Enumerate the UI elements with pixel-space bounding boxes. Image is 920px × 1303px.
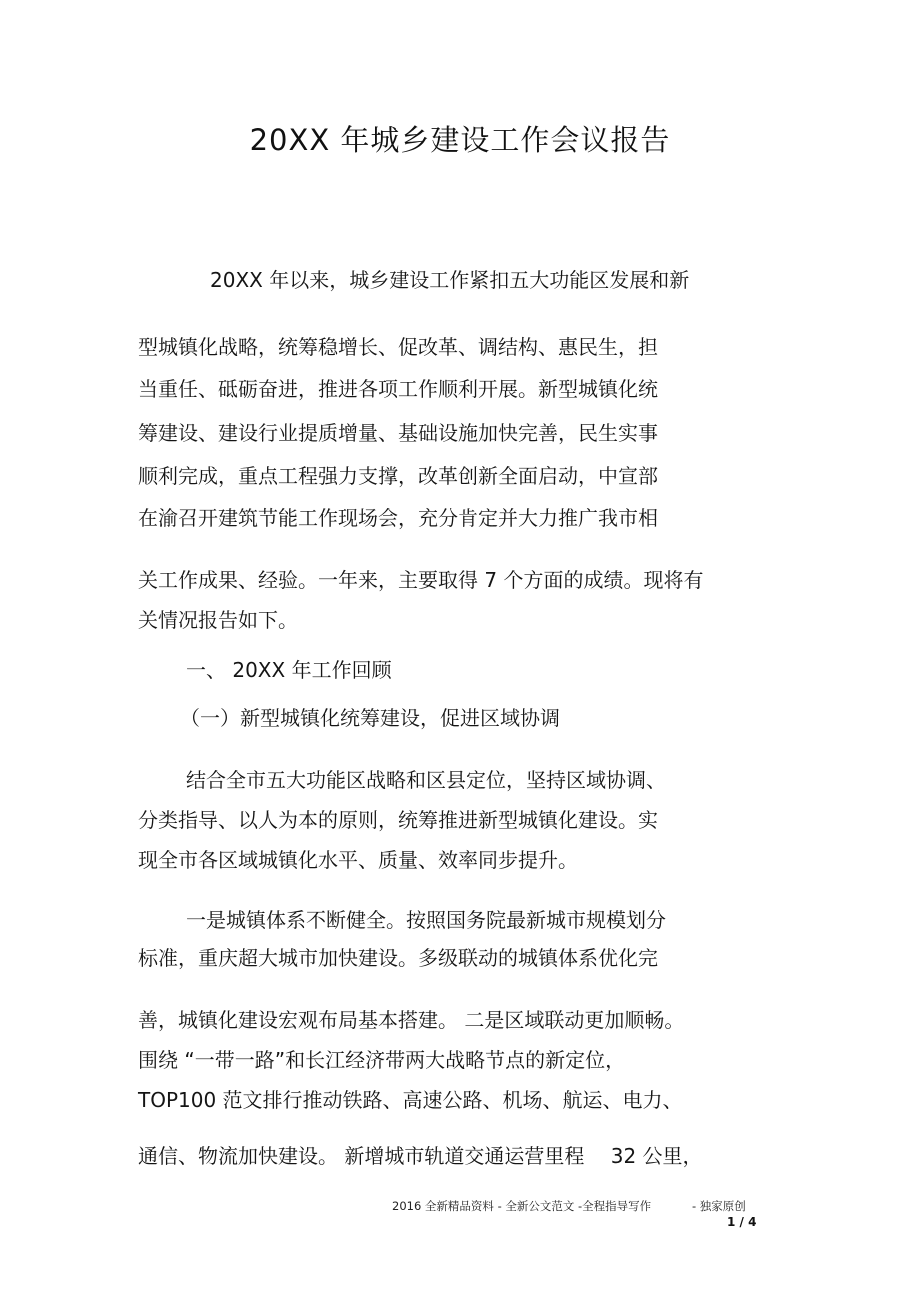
paragraph-line: 现全市各区域城镇化水平、质量、效率同步提升。: [138, 848, 578, 872]
paragraph-line: 20XX 年以来，城乡建设工作紧扣五大功能区发展和新: [210, 268, 690, 292]
paragraph-line: 关工作成果、经验。一年来，主要取得 7 个方面的成绩。现将有: [138, 568, 704, 592]
footer-tag: - 独家原创: [692, 1199, 746, 1213]
paragraph-line: 顺利完成，重点工程强力支撑，改革创新全面启动，中宣部: [138, 464, 658, 488]
paragraph-line: 一是城镇体系不断健全。按照国务院最新城市规模划分: [186, 908, 666, 932]
page-number: 1 / 4: [727, 1215, 757, 1229]
paragraph-line: 标准，重庆超大城市加快建设。多级联动的城镇体系优化完: [138, 946, 658, 970]
paragraph-line: 围绕 “一带一路”和长江经济带两大战略节点的新定位，: [138, 1048, 626, 1072]
paragraph-line: 在渝召开建筑节能工作现场会，充分肯定并大力推广我市相: [138, 506, 658, 530]
paragraph-line: 关情况报告如下。: [138, 608, 298, 632]
paragraph-line: 通信、物流加快建设。 新增城市轨道交通运营里程 32 公里，: [138, 1144, 703, 1168]
paragraph-line: 型城镇化战略，统筹稳增长、促改革、调结构、惠民生，担: [138, 335, 658, 359]
section-heading: 一、 20XX 年工作回顾: [186, 658, 392, 682]
document-title: 20XX 年城乡建设工作会议报告: [249, 123, 671, 157]
paragraph-line: 结合全市五大功能区战略和区县定位，坚持区域协调、: [186, 768, 666, 792]
paragraph-line: 筹建设、建设行业提质增量、基础设施加快完善，民生实事: [138, 421, 658, 445]
footer-text: 2016 全新精品资料 - 全新公文范文 -全程指导写作: [392, 1199, 652, 1213]
paragraph-line: 分类指导、以人为本的原则，统筹推进新型城镇化建设。实: [138, 808, 658, 832]
paragraph-line: 当重任、砥砺奋进，推进各项工作顺利开展。新型城镇化统: [138, 377, 658, 401]
paragraph-line: TOP100 范文排行推动铁路、高速公路、机场、航运、电力、: [138, 1088, 683, 1112]
subsection-heading: （一）新型城镇化统筹建设，促进区域协调: [180, 706, 560, 730]
paragraph-line: 善，城镇化建设宏观布局基本搭建。 二是区域联动更加顺畅。: [138, 1008, 685, 1032]
